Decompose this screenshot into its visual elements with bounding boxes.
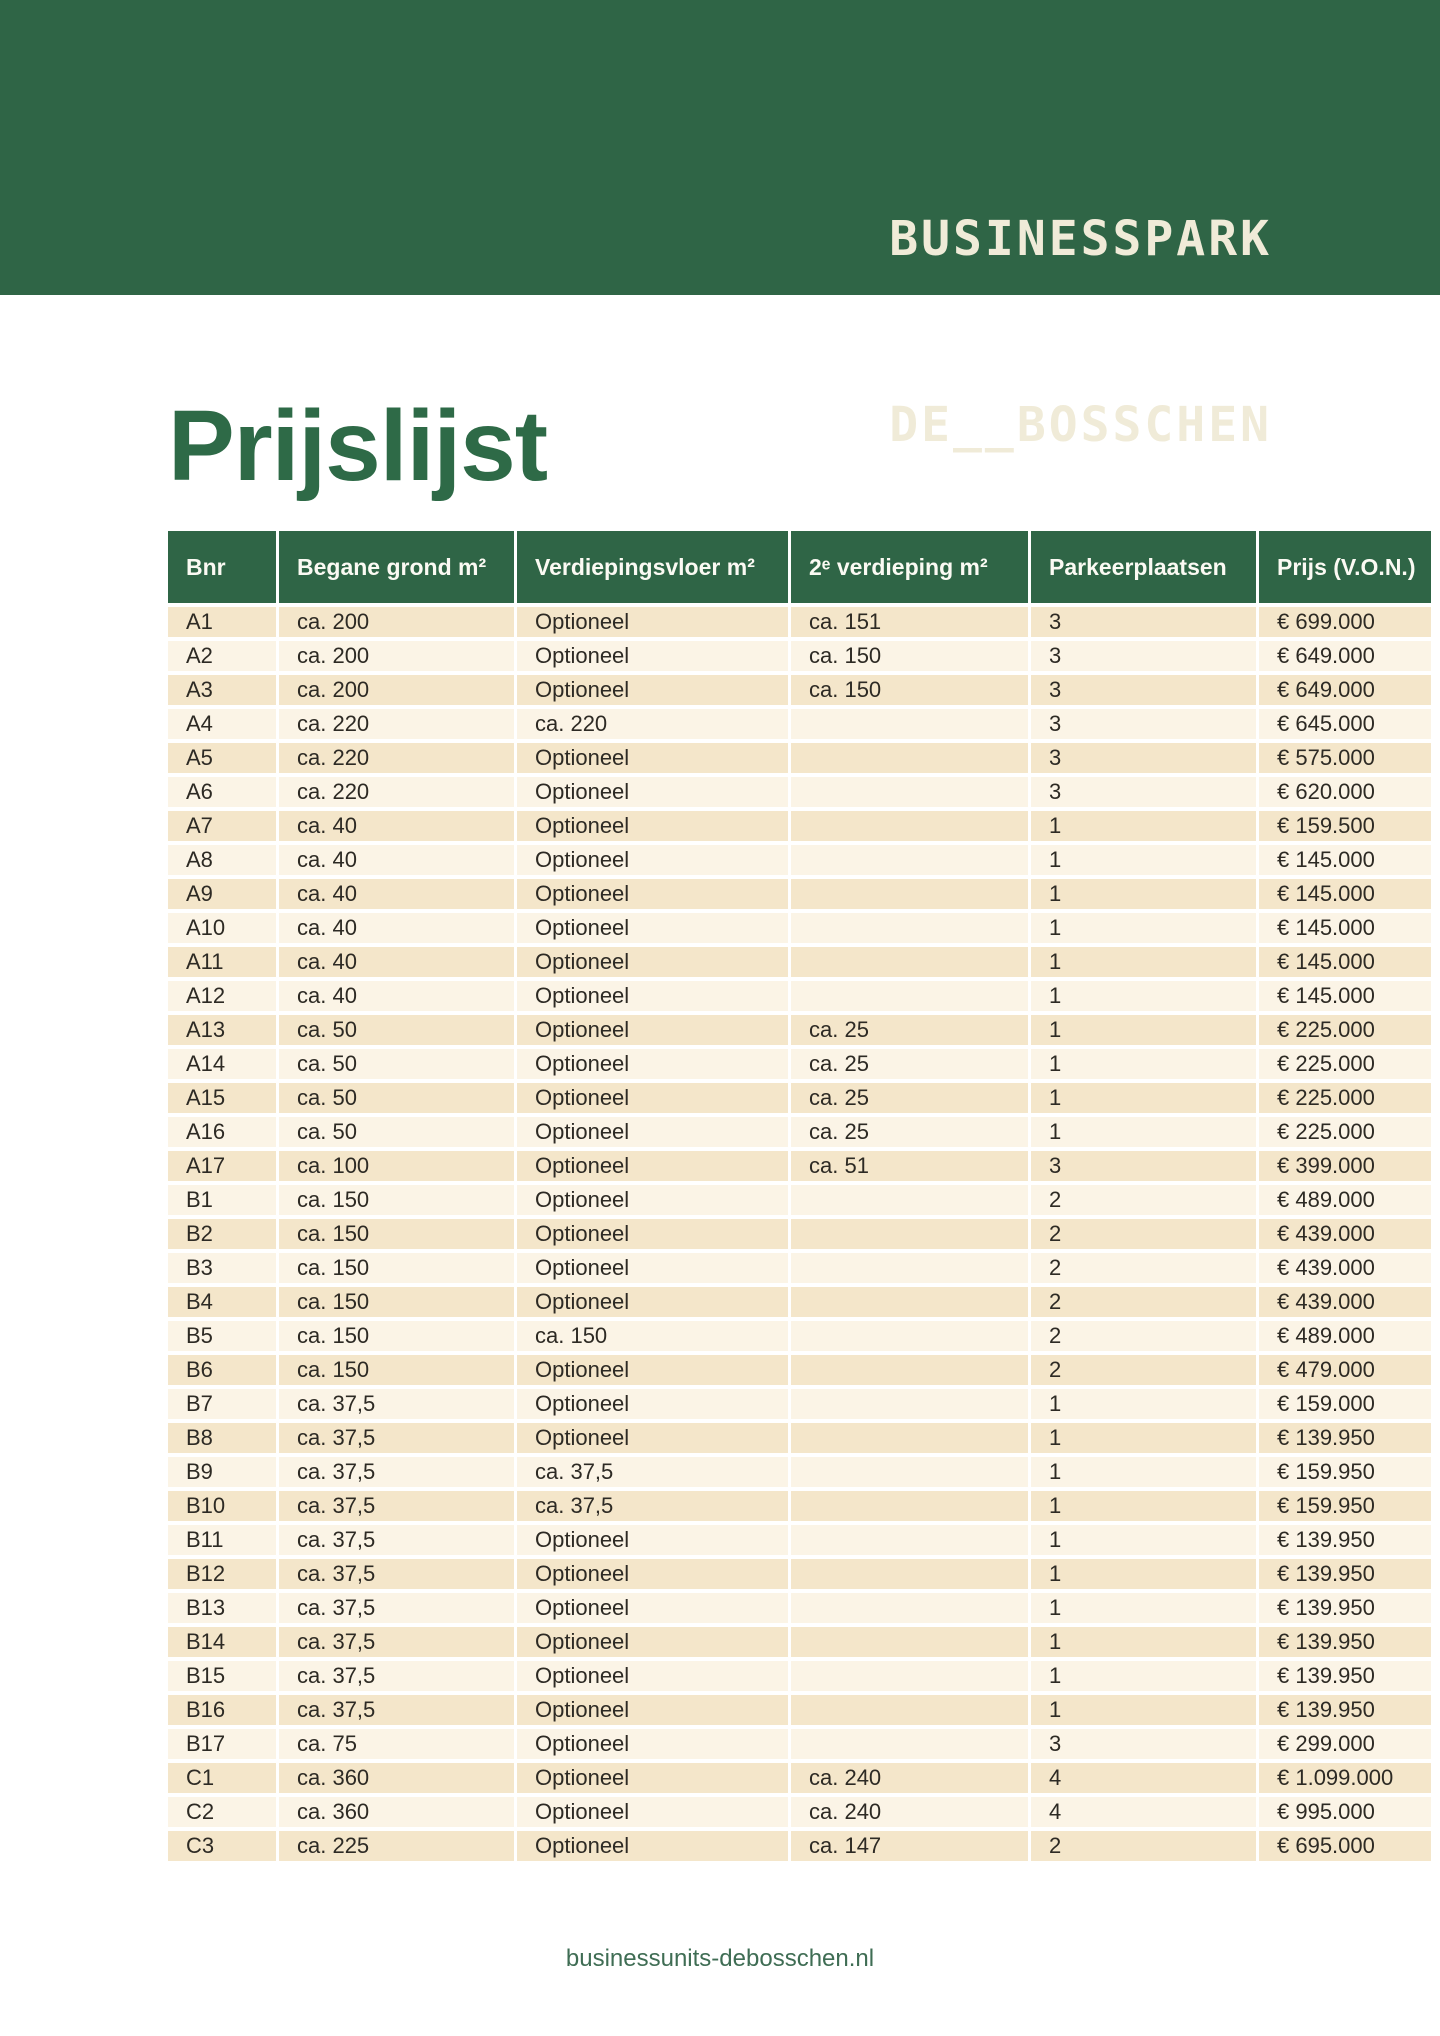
cell-verdieping-2 — [791, 1491, 1031, 1525]
table-row-a9 — [168, 879, 1431, 913]
cell-prijs: € 699.000 — [1259, 607, 1431, 641]
cell-parkeerplaatsen: 1 — [1031, 1083, 1259, 1117]
cell-verdieping-2: ca. 25 — [791, 1049, 1031, 1083]
cell-verdiepingsvloer: Optioneel — [517, 947, 791, 981]
cell-prijs: € 145.000 — [1259, 845, 1431, 879]
cell-verdiepingsvloer: Optioneel — [517, 1729, 791, 1763]
cell-bnr: A13 — [168, 1015, 279, 1049]
cell-bnr: B12 — [168, 1559, 279, 1593]
cell-prijs: € 159.950 — [1259, 1457, 1431, 1491]
cell-bnr: A16 — [168, 1117, 279, 1151]
cell-prijs: € 159.500 — [1259, 811, 1431, 845]
cell-begane-grond: ca. 37,5 — [279, 1457, 517, 1491]
cell-bnr: B5 — [168, 1321, 279, 1355]
cell-verdieping-2 — [791, 1287, 1031, 1321]
cell-begane-grond: ca. 200 — [279, 607, 517, 641]
table-row-a15 — [168, 1083, 1431, 1117]
cell-parkeerplaatsen: 1 — [1031, 1117, 1259, 1151]
table-row-a16 — [168, 1117, 1431, 1151]
cell-verdieping-2: ca. 25 — [791, 1083, 1031, 1117]
column-header-verdiepingsvloer: Verdiepingsvloer m² — [517, 531, 791, 607]
cell-parkeerplaatsen: 2 — [1031, 1253, 1259, 1287]
cell-verdieping-2 — [791, 913, 1031, 947]
cell-parkeerplaatsen: 3 — [1031, 777, 1259, 811]
cell-verdiepingsvloer: Optioneel — [517, 607, 791, 641]
table-row-a14 — [168, 1049, 1431, 1083]
table-row-b16 — [168, 1695, 1431, 1729]
table-row-a7 — [168, 811, 1431, 845]
table-row-b17 — [168, 1729, 1431, 1763]
cell-prijs: € 225.000 — [1259, 1083, 1431, 1117]
table-row-a6 — [168, 777, 1431, 811]
cell-verdiepingsvloer: Optioneel — [517, 981, 791, 1015]
cell-prijs: € 649.000 — [1259, 675, 1431, 709]
cell-verdiepingsvloer: Optioneel — [517, 1559, 791, 1593]
cell-prijs: € 159.950 — [1259, 1491, 1431, 1525]
table-row-a11 — [168, 947, 1431, 981]
cell-verdieping-2 — [791, 743, 1031, 777]
cell-prijs: € 225.000 — [1259, 1117, 1431, 1151]
cell-parkeerplaatsen: 1 — [1031, 1049, 1259, 1083]
cell-verdiepingsvloer: Optioneel — [517, 1695, 791, 1729]
cell-begane-grond: ca. 75 — [279, 1729, 517, 1763]
table-row-c3 — [168, 1831, 1431, 1865]
cell-prijs: € 225.000 — [1259, 1049, 1431, 1083]
cell-begane-grond: ca. 40 — [279, 913, 517, 947]
cell-verdiepingsvloer: ca. 37,5 — [517, 1457, 791, 1491]
cell-begane-grond: ca. 100 — [279, 1151, 517, 1185]
cell-verdieping-2: ca. 151 — [791, 607, 1031, 641]
cell-parkeerplaatsen: 2 — [1031, 1287, 1259, 1321]
cell-begane-grond: ca. 200 — [279, 641, 517, 675]
table-row-a10 — [168, 913, 1431, 947]
cell-parkeerplaatsen: 3 — [1031, 641, 1259, 675]
cell-begane-grond: ca. 220 — [279, 743, 517, 777]
cell-parkeerplaatsen: 1 — [1031, 1015, 1259, 1049]
cell-begane-grond: ca. 40 — [279, 981, 517, 1015]
cell-prijs: € 995.000 — [1259, 1797, 1431, 1831]
table-row-b2 — [168, 1219, 1431, 1253]
cell-verdiepingsvloer: Optioneel — [517, 1627, 791, 1661]
column-header-parkeerplaatsen: Parkeerplaatsen — [1031, 531, 1259, 607]
cell-begane-grond: ca. 40 — [279, 845, 517, 879]
cell-prijs: € 139.950 — [1259, 1423, 1431, 1457]
cell-bnr: B6 — [168, 1355, 279, 1389]
content-area — [0, 390, 1440, 1865]
cell-parkeerplaatsen: 1 — [1031, 1627, 1259, 1661]
cell-verdiepingsvloer: Optioneel — [517, 1117, 791, 1151]
cell-parkeerplaatsen: 2 — [1031, 1355, 1259, 1389]
cell-begane-grond: ca. 360 — [279, 1763, 517, 1797]
column-header-begane-grond: Begane grond m² — [279, 531, 517, 607]
cell-bnr: A10 — [168, 913, 279, 947]
cell-verdieping-2 — [791, 1627, 1031, 1661]
cell-parkeerplaatsen: 1 — [1031, 1525, 1259, 1559]
cell-verdieping-2: ca. 240 — [791, 1763, 1031, 1797]
cell-verdiepingsvloer: Optioneel — [517, 1253, 791, 1287]
cell-bnr: A7 — [168, 811, 279, 845]
cell-verdiepingsvloer: Optioneel — [517, 879, 791, 913]
cell-bnr: B14 — [168, 1627, 279, 1661]
cell-prijs: € 649.000 — [1259, 641, 1431, 675]
cell-parkeerplaatsen: 1 — [1031, 1491, 1259, 1525]
cell-verdiepingsvloer: Optioneel — [517, 1219, 791, 1253]
cell-verdiepingsvloer: Optioneel — [517, 845, 791, 879]
cell-bnr: A14 — [168, 1049, 279, 1083]
cell-prijs: € 645.000 — [1259, 709, 1431, 743]
cell-begane-grond: ca. 360 — [279, 1797, 517, 1831]
table-row-b5 — [168, 1321, 1431, 1355]
cell-prijs: € 139.950 — [1259, 1559, 1431, 1593]
cell-prijs: € 439.000 — [1259, 1219, 1431, 1253]
cell-verdieping-2 — [791, 709, 1031, 743]
cell-bnr: A6 — [168, 777, 279, 811]
cell-prijs: € 575.000 — [1259, 743, 1431, 777]
website-link[interactable]: businessunits-debosschen.nl — [565, 1945, 875, 1972]
cell-prijs: € 399.000 — [1259, 1151, 1431, 1185]
table-row-b11 — [168, 1525, 1431, 1559]
cell-bnr: C1 — [168, 1763, 279, 1797]
table-row-b6 — [168, 1355, 1431, 1389]
table-row-a4 — [168, 709, 1431, 743]
cell-begane-grond: ca. 200 — [279, 675, 517, 709]
page-title: Prijslijst — [168, 390, 548, 502]
cell-bnr: B17 — [168, 1729, 279, 1763]
cell-begane-grond: ca. 37,5 — [279, 1559, 517, 1593]
table-row-c1 — [168, 1763, 1431, 1797]
cell-bnr: B4 — [168, 1287, 279, 1321]
cell-parkeerplaatsen: 1 — [1031, 1457, 1259, 1491]
column-header-bnr: Bnr — [168, 531, 279, 607]
cell-bnr: A2 — [168, 641, 279, 675]
cell-begane-grond: ca. 37,5 — [279, 1627, 517, 1661]
cell-begane-grond: ca. 40 — [279, 947, 517, 981]
cell-verdieping-2 — [791, 811, 1031, 845]
cell-parkeerplaatsen: 1 — [1031, 811, 1259, 845]
cell-verdiepingsvloer: Optioneel — [517, 1593, 791, 1627]
cell-begane-grond: ca. 37,5 — [279, 1491, 517, 1525]
cell-parkeerplaatsen: 3 — [1031, 675, 1259, 709]
price-table-body — [168, 607, 1431, 1865]
cell-parkeerplaatsen: 2 — [1031, 1185, 1259, 1219]
cell-verdiepingsvloer: Optioneel — [517, 777, 791, 811]
cell-verdieping-2: ca. 150 — [791, 641, 1031, 675]
cell-verdieping-2: ca. 240 — [791, 1797, 1031, 1831]
cell-verdiepingsvloer: Optioneel — [517, 1015, 791, 1049]
cell-verdieping-2 — [791, 1389, 1031, 1423]
cell-verdieping-2 — [791, 1253, 1031, 1287]
cell-verdieping-2: ca. 150 — [791, 675, 1031, 709]
cell-verdiepingsvloer: ca. 37,5 — [517, 1491, 791, 1525]
logo-line-1: BUSINESSPARK — [889, 211, 1272, 267]
cell-begane-grond: ca. 50 — [279, 1083, 517, 1117]
cell-verdieping-2 — [791, 1593, 1031, 1627]
cell-prijs: € 1.099.000 — [1259, 1763, 1431, 1797]
cell-begane-grond: ca. 150 — [279, 1253, 517, 1287]
cell-verdieping-2 — [791, 1423, 1031, 1457]
table-row-a1 — [168, 607, 1431, 641]
cell-parkeerplaatsen: 1 — [1031, 1661, 1259, 1695]
table-row-a13 — [168, 1015, 1431, 1049]
cell-verdiepingsvloer: Optioneel — [517, 1763, 791, 1797]
cell-parkeerplaatsen: 1 — [1031, 913, 1259, 947]
cell-verdiepingsvloer: ca. 220 — [517, 709, 791, 743]
cell-bnr: A1 — [168, 607, 279, 641]
cell-verdiepingsvloer: Optioneel — [517, 1423, 791, 1457]
cell-begane-grond: ca. 150 — [279, 1321, 517, 1355]
cell-verdieping-2 — [791, 1661, 1031, 1695]
cell-bnr: B2 — [168, 1219, 279, 1253]
cell-bnr: C2 — [168, 1797, 279, 1831]
cell-verdieping-2 — [791, 1695, 1031, 1729]
cell-prijs: € 145.000 — [1259, 947, 1431, 981]
cell-bnr: B1 — [168, 1185, 279, 1219]
cell-verdiepingsvloer: Optioneel — [517, 675, 791, 709]
logo-line-2: DE__BOSSCHEN — [889, 397, 1272, 453]
cell-prijs: € 139.950 — [1259, 1695, 1431, 1729]
cell-bnr: B8 — [168, 1423, 279, 1457]
cell-verdiepingsvloer: Optioneel — [517, 1151, 791, 1185]
cell-bnr: A12 — [168, 981, 279, 1015]
cell-parkeerplaatsen: 1 — [1031, 1423, 1259, 1457]
table-row-a3 — [168, 675, 1431, 709]
cell-parkeerplaatsen: 4 — [1031, 1797, 1259, 1831]
cell-bnr: A17 — [168, 1151, 279, 1185]
cell-begane-grond: ca. 40 — [279, 811, 517, 845]
cell-prijs: € 139.950 — [1259, 1525, 1431, 1559]
cell-begane-grond: ca. 40 — [279, 879, 517, 913]
cell-bnr: A8 — [168, 845, 279, 879]
cell-verdiepingsvloer: Optioneel — [517, 913, 791, 947]
cell-prijs: € 145.000 — [1259, 981, 1431, 1015]
cell-prijs: € 145.000 — [1259, 913, 1431, 947]
cell-prijs: € 145.000 — [1259, 879, 1431, 913]
cell-parkeerplaatsen: 1 — [1031, 845, 1259, 879]
cell-begane-grond: ca. 37,5 — [279, 1593, 517, 1627]
table-row-a8 — [168, 845, 1431, 879]
table-row-b7 — [168, 1389, 1431, 1423]
cell-bnr: B7 — [168, 1389, 279, 1423]
cell-verdiepingsvloer: Optioneel — [517, 1355, 791, 1389]
cell-verdieping-2 — [791, 1219, 1031, 1253]
cell-prijs: € 159.000 — [1259, 1389, 1431, 1423]
cell-prijs: € 225.000 — [1259, 1015, 1431, 1049]
cell-begane-grond: ca. 50 — [279, 1015, 517, 1049]
table-row-b8 — [168, 1423, 1431, 1457]
cell-verdiepingsvloer: Optioneel — [517, 1287, 791, 1321]
cell-verdiepingsvloer: Optioneel — [517, 743, 791, 777]
cell-verdieping-2 — [791, 947, 1031, 981]
cell-bnr: B15 — [168, 1661, 279, 1695]
cell-prijs: € 439.000 — [1259, 1253, 1431, 1287]
table-row-a5 — [168, 743, 1431, 777]
table-row-b10 — [168, 1491, 1431, 1525]
cell-parkeerplaatsen: 1 — [1031, 947, 1259, 981]
table-row-a2 — [168, 641, 1431, 675]
cell-parkeerplaatsen: 1 — [1031, 1389, 1259, 1423]
cell-verdiepingsvloer: Optioneel — [517, 811, 791, 845]
cell-verdieping-2: ca. 25 — [791, 1117, 1031, 1151]
cell-begane-grond: ca. 37,5 — [279, 1695, 517, 1729]
cell-begane-grond: ca. 220 — [279, 709, 517, 743]
price-table — [168, 531, 1431, 1865]
cell-prijs: € 439.000 — [1259, 1287, 1431, 1321]
cell-prijs: € 139.950 — [1259, 1627, 1431, 1661]
cell-parkeerplaatsen: 2 — [1031, 1831, 1259, 1865]
cell-verdieping-2 — [791, 981, 1031, 1015]
table-row-b3 — [168, 1253, 1431, 1287]
cell-prijs: € 489.000 — [1259, 1321, 1431, 1355]
cell-parkeerplaatsen: 1 — [1031, 1593, 1259, 1627]
cell-verdieping-2 — [791, 1525, 1031, 1559]
cell-bnr: C3 — [168, 1831, 279, 1865]
cell-bnr: A15 — [168, 1083, 279, 1117]
cell-verdiepingsvloer: Optioneel — [517, 1831, 791, 1865]
table-row-b14 — [168, 1627, 1431, 1661]
cell-begane-grond: ca. 50 — [279, 1049, 517, 1083]
cell-verdiepingsvloer: Optioneel — [517, 1389, 791, 1423]
cell-parkeerplaatsen: 3 — [1031, 743, 1259, 777]
column-header-verdieping-2: 2ᵉ verdieping m² — [791, 531, 1031, 607]
cell-prijs: € 139.950 — [1259, 1661, 1431, 1695]
table-row-b13 — [168, 1593, 1431, 1627]
cell-verdieping-2 — [791, 777, 1031, 811]
table-row-b4 — [168, 1287, 1431, 1321]
cell-parkeerplaatsen: 3 — [1031, 607, 1259, 641]
cell-verdieping-2 — [791, 845, 1031, 879]
cell-verdiepingsvloer: Optioneel — [517, 1083, 791, 1117]
cell-verdieping-2 — [791, 1185, 1031, 1219]
cell-parkeerplaatsen: 2 — [1031, 1321, 1259, 1355]
cell-verdiepingsvloer: Optioneel — [517, 1525, 791, 1559]
cell-begane-grond: ca. 150 — [279, 1185, 517, 1219]
cell-parkeerplaatsen: 1 — [1031, 1695, 1259, 1729]
cell-begane-grond: ca. 220 — [279, 777, 517, 811]
cell-bnr: B10 — [168, 1491, 279, 1525]
table-row-b15 — [168, 1661, 1431, 1695]
cell-bnr: A4 — [168, 709, 279, 743]
cell-begane-grond: ca. 37,5 — [279, 1525, 517, 1559]
column-header-prijs: Prijs (V.O.N.) — [1259, 531, 1431, 607]
cell-verdieping-2: ca. 51 — [791, 1151, 1031, 1185]
table-row-b9 — [168, 1457, 1431, 1491]
page-footer — [0, 1945, 1440, 1973]
cell-verdieping-2 — [791, 1355, 1031, 1389]
cell-verdiepingsvloer: Optioneel — [517, 1185, 791, 1219]
cell-verdiepingsvloer: ca. 150 — [517, 1321, 791, 1355]
cell-bnr: A3 — [168, 675, 279, 709]
table-row-c2 — [168, 1797, 1431, 1831]
cell-begane-grond: ca. 225 — [279, 1831, 517, 1865]
cell-begane-grond: ca. 150 — [279, 1355, 517, 1389]
cell-verdieping-2: ca. 25 — [791, 1015, 1031, 1049]
cell-parkeerplaatsen: 1 — [1031, 879, 1259, 913]
cell-begane-grond: ca. 150 — [279, 1287, 517, 1321]
cell-parkeerplaatsen: 3 — [1031, 1729, 1259, 1763]
cell-begane-grond: ca. 50 — [279, 1117, 517, 1151]
cell-begane-grond: ca. 150 — [279, 1219, 517, 1253]
cell-verdiepingsvloer: Optioneel — [517, 1661, 791, 1695]
cell-verdieping-2 — [791, 879, 1031, 913]
table-row-b12 — [168, 1559, 1431, 1593]
cell-begane-grond: ca. 37,5 — [279, 1661, 517, 1695]
cell-parkeerplaatsen: 1 — [1031, 1559, 1259, 1593]
cell-prijs: € 479.000 — [1259, 1355, 1431, 1389]
cell-bnr: B9 — [168, 1457, 279, 1491]
table-row-a17 — [168, 1151, 1431, 1185]
cell-prijs: € 695.000 — [1259, 1831, 1431, 1865]
cell-prijs: € 489.000 — [1259, 1185, 1431, 1219]
cell-bnr: B3 — [168, 1253, 279, 1287]
cell-parkeerplaatsen: 1 — [1031, 981, 1259, 1015]
cell-bnr: B16 — [168, 1695, 279, 1729]
cell-begane-grond: ca. 37,5 — [279, 1423, 517, 1457]
cell-bnr: A11 — [168, 947, 279, 981]
cell-parkeerplaatsen: 4 — [1031, 1763, 1259, 1797]
cell-parkeerplaatsen: 2 — [1031, 1219, 1259, 1253]
cell-parkeerplaatsen: 3 — [1031, 1151, 1259, 1185]
cell-verdiepingsvloer: Optioneel — [517, 641, 791, 675]
cell-bnr: A5 — [168, 743, 279, 777]
cell-parkeerplaatsen: 3 — [1031, 709, 1259, 743]
cell-verdieping-2 — [791, 1559, 1031, 1593]
cell-prijs: € 139.950 — [1259, 1593, 1431, 1627]
cell-verdieping-2 — [791, 1321, 1031, 1355]
cell-verdieping-2: ca. 147 — [791, 1831, 1031, 1865]
cell-begane-grond: ca. 37,5 — [279, 1389, 517, 1423]
cell-prijs: € 620.000 — [1259, 777, 1431, 811]
cell-bnr: B11 — [168, 1525, 279, 1559]
cell-verdieping-2 — [791, 1729, 1031, 1763]
cell-prijs: € 299.000 — [1259, 1729, 1431, 1763]
cell-bnr: A9 — [168, 879, 279, 913]
cell-verdiepingsvloer: Optioneel — [517, 1049, 791, 1083]
table-row-a12 — [168, 981, 1431, 1015]
cell-bnr: B13 — [168, 1593, 279, 1627]
cell-verdieping-2 — [791, 1457, 1031, 1491]
table-row-b1 — [168, 1185, 1431, 1219]
cell-verdiepingsvloer: Optioneel — [517, 1797, 791, 1831]
